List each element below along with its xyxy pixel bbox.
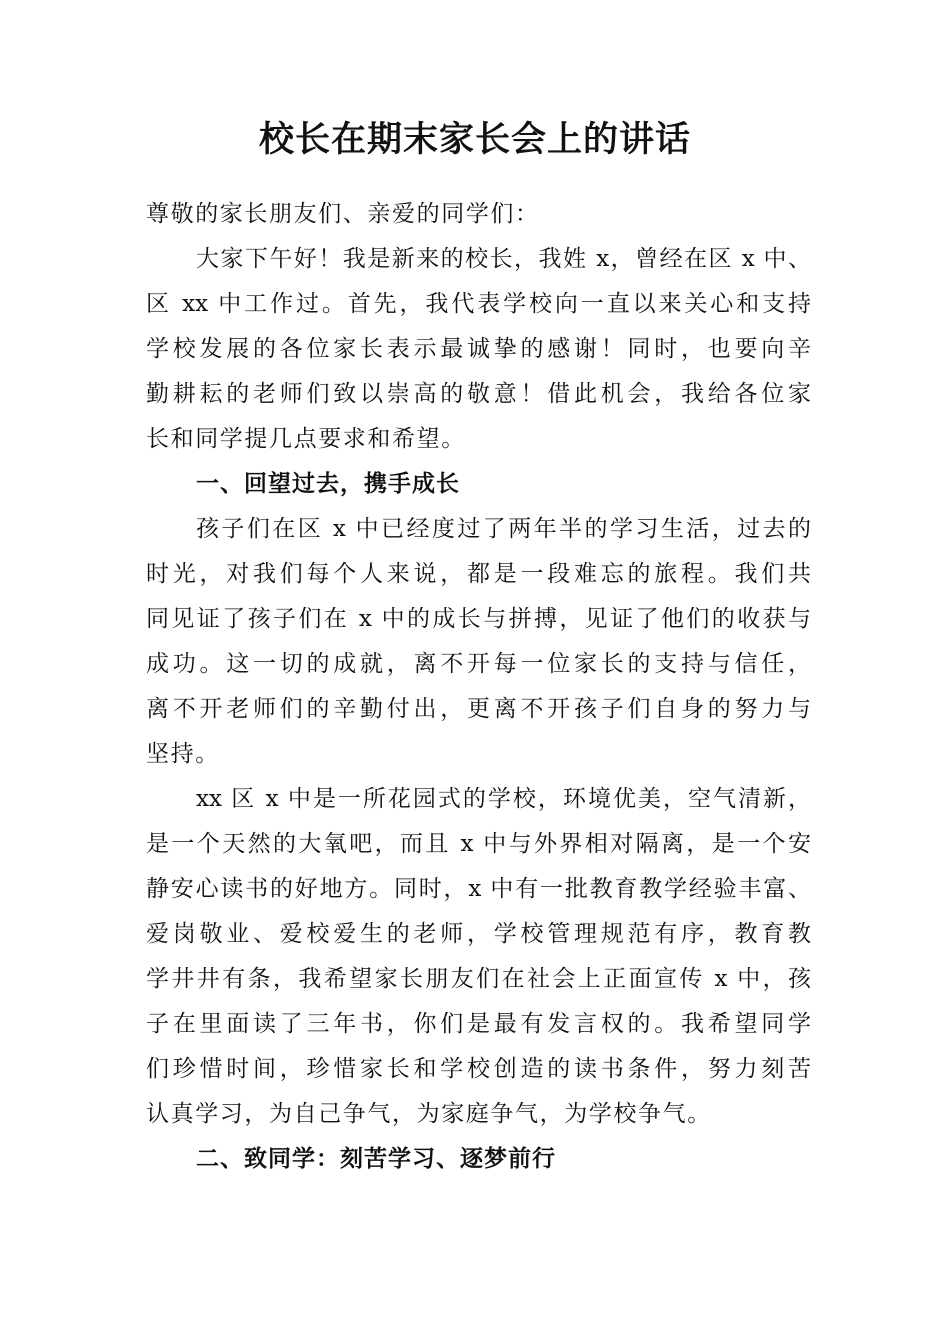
paragraph-line: 们珍惜时间，珍惜家长和学校创造的读书条件，努力刻苦 [146,1056,811,1082]
paragraph-line: 爱岗敬业、爱校爱生的老师，学校管理规范有序，教育教 [146,921,811,947]
section-heading: 二、致同学：刻苦学习、逐梦前行 [196,1146,556,1172]
salutation: 尊敬的家长朋友们、亲爱的同学们： [146,201,540,227]
paragraph-line: 学校发展的各位家长表示最诚挚的感谢！同时，也要向辛 [146,336,811,362]
paragraph-line: 孩子们在区 x 中已经度过了两年半的学习生活，过去的 [196,516,811,542]
paragraph-line: 认真学习，为自己争气，为家庭争气，为学校争气。 [146,1101,712,1127]
paragraph-line: 同见证了孩子们在 x 中的成长与拼搏，见证了他们的收获与 [146,606,811,632]
paragraph-line: 成功。这一切的成就，离不开每一位家长的支持与信任， [146,651,811,677]
section-heading: 一、回望过去，携手成长 [196,471,460,497]
document-title: 校长在期末家长会上的讲话 [258,119,691,160]
paragraph-line: 勤耕耘的老师们致以崇高的敬意！借此机会，我给各位家 [146,381,811,407]
paragraph-line: 子在里面读了三年书，你们是最有发言权的。我希望同学 [146,1011,811,1037]
paragraph-line: xx 区 x 中是一所花园式的学校，环境优美，空气清新， [196,786,811,812]
paragraph-line: 时光，对我们每个人来说，都是一段难忘的旅程。我们共 [146,561,811,587]
paragraph-line: 静安心读书的好地方。同时，x 中有一批教育教学经验丰富、 [146,876,811,902]
paragraph-line: 离不开老师们的辛勤付出，更离不开孩子们自身的努力与 [146,696,811,722]
paragraph-line: 学井井有条，我希望家长朋友们在社会上正面宣传 x 中，孩 [146,966,811,992]
paragraph-line: 大家下午好！我是新来的校长，我姓 x，曾经在区 x 中、 [196,246,811,272]
paragraph-line: 长和同学提几点要求和希望。 [146,426,466,452]
paragraph-line: 是一个天然的大氧吧，而且 x 中与外界相对隔离，是一个安 [146,831,811,857]
paragraph-line: 坚持。 [146,741,220,767]
paragraph-line: 区 xx 中工作过。首先，我代表学校向一直以来关心和支持 [146,291,811,317]
document-body [146,192,811,1182]
